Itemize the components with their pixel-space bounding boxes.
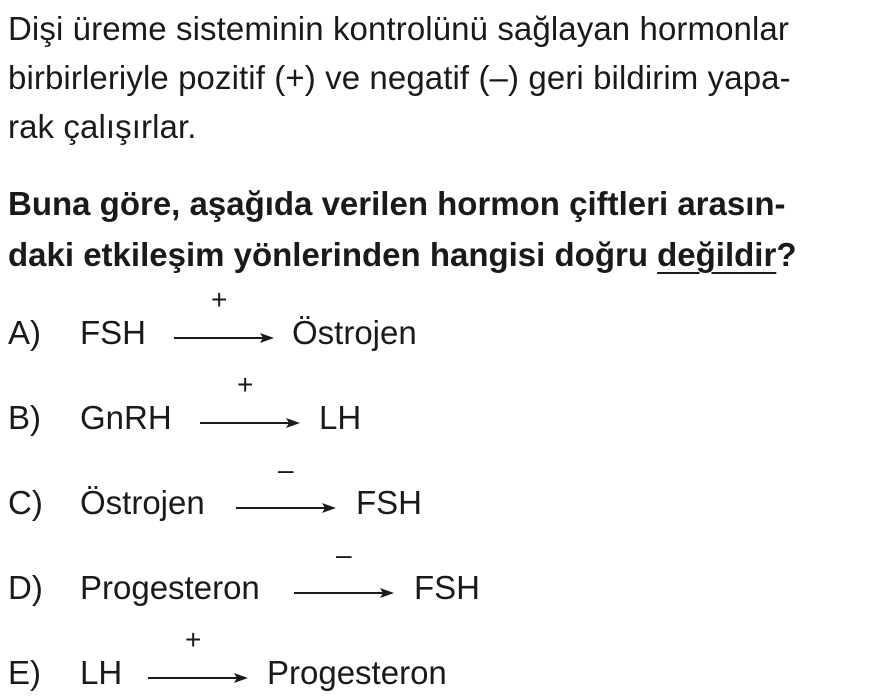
option-b[interactable] — [8, 369, 868, 443]
option-from-hormone: Östrojen — [80, 484, 205, 521]
question-line-2-suffix: ? — [776, 236, 797, 273]
arrow-icon — [200, 369, 300, 443]
arrow-sign: + — [211, 284, 228, 315]
question-emphasis-underlined: değildir — [657, 236, 777, 273]
option-to-hormone: FSH — [414, 569, 480, 606]
option-from-hormone: FSH — [80, 314, 146, 351]
option-from-hormone: GnRH — [80, 399, 172, 436]
option-letter: E) — [8, 654, 41, 691]
option-letter: B) — [8, 399, 41, 436]
arrow-icon — [236, 454, 336, 528]
option-letter: A) — [8, 314, 41, 351]
arrow-sign: + — [237, 369, 254, 400]
arrow-icon — [294, 539, 394, 613]
option-from-hormone: LH — [80, 654, 123, 691]
stem-line-3: rak çalışırlar. — [8, 108, 197, 145]
option-d[interactable] — [8, 539, 868, 613]
stem-line-2: birbirleriyle pozitif (+) ve negatif (–) geri bildirim yapa- — [8, 59, 791, 96]
option-to-hormone: Östrojen — [292, 314, 417, 351]
arrow-icon — [174, 284, 274, 358]
question-line-2 — [8, 229, 868, 280]
option-to-hormone: LH — [319, 399, 362, 436]
option-e[interactable] — [8, 624, 868, 698]
option-from-hormone: Progesteron — [80, 569, 260, 606]
question-stem — [8, 4, 868, 151]
option-to-hormone: Progesteron — [267, 654, 447, 691]
arrow-sign: + — [185, 624, 202, 655]
option-letter: C) — [8, 484, 43, 521]
question-line-2-prefix: daki etkileşim yönlerinden hangisi doğru — [8, 236, 658, 273]
option-a[interactable] — [8, 284, 868, 358]
option-c[interactable] — [8, 454, 868, 528]
option-letter: D) — [8, 569, 43, 606]
arrow-icon — [148, 624, 248, 698]
question-prompt — [8, 178, 868, 280]
stem-line-1: Dişi üreme sisteminin kontrolünü sağlayan hormonlar — [8, 10, 789, 47]
question-line-1: Buna göre, aşağıda verilen hormon çiftleri arasın- — [8, 185, 786, 222]
option-to-hormone: FSH — [356, 484, 422, 521]
arrow-sign: – — [278, 454, 294, 485]
arrow-sign: – — [336, 539, 352, 570]
